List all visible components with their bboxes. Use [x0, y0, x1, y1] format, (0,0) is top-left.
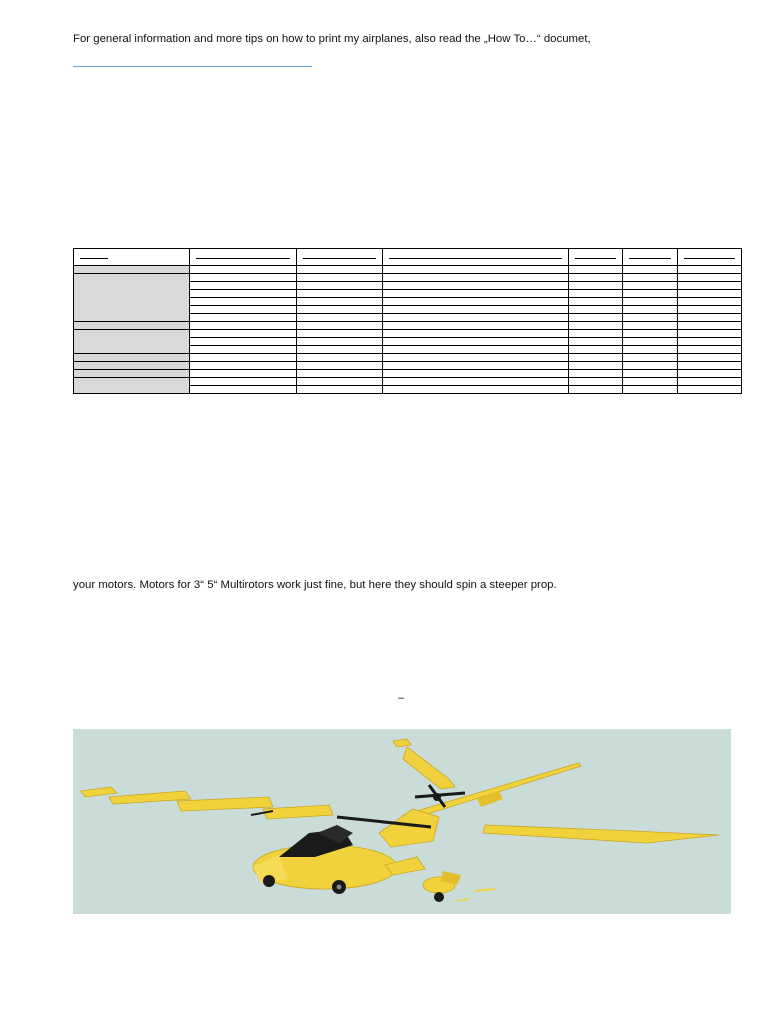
table-row: [74, 330, 742, 338]
hyperlink-underline[interactable]: [73, 66, 312, 67]
table-header-cell: [190, 249, 297, 266]
airplane-exploded-figure: [73, 729, 731, 914]
table-header-cell: [623, 249, 678, 266]
table-row: [74, 266, 742, 274]
table-row: [74, 354, 742, 362]
intro-paragraph: For general information and more tips on how to print my airplanes, also read the „How To…“ documet,: [73, 33, 591, 45]
table-header-cell: [569, 249, 623, 266]
table-body: [74, 266, 742, 394]
table-row: [74, 378, 742, 386]
table-header-cell: [678, 249, 742, 266]
stabilizer-top: [393, 739, 411, 747]
table-row: [74, 274, 742, 282]
parts-table: [73, 248, 742, 394]
wing-panel-left-inner: [263, 805, 333, 819]
airplane-exploded-icon: [73, 729, 731, 914]
table-row: [74, 370, 742, 378]
table-header-cell: [383, 249, 569, 266]
small-rod-2: [457, 899, 469, 901]
table-header: [74, 249, 742, 266]
wheel-front: [263, 875, 275, 887]
wing-tip-left: [81, 787, 117, 797]
table-row: [74, 322, 742, 330]
table-header-cell: [297, 249, 383, 266]
table-row: [74, 362, 742, 370]
dash-mark: –: [398, 692, 405, 704]
small-rod: [475, 889, 495, 891]
table-header-cell: [74, 249, 190, 266]
propeller-hub: [433, 793, 441, 801]
tail-wheel: [434, 892, 444, 902]
wing-right: [483, 825, 719, 843]
stabilizer-fin: [403, 747, 455, 789]
wheel-hub: [337, 885, 342, 890]
motors-paragraph: your motors. Motors for 3“ 5“ Multirotors work just fine, but here they should spin a steeper prop.: [73, 579, 557, 591]
